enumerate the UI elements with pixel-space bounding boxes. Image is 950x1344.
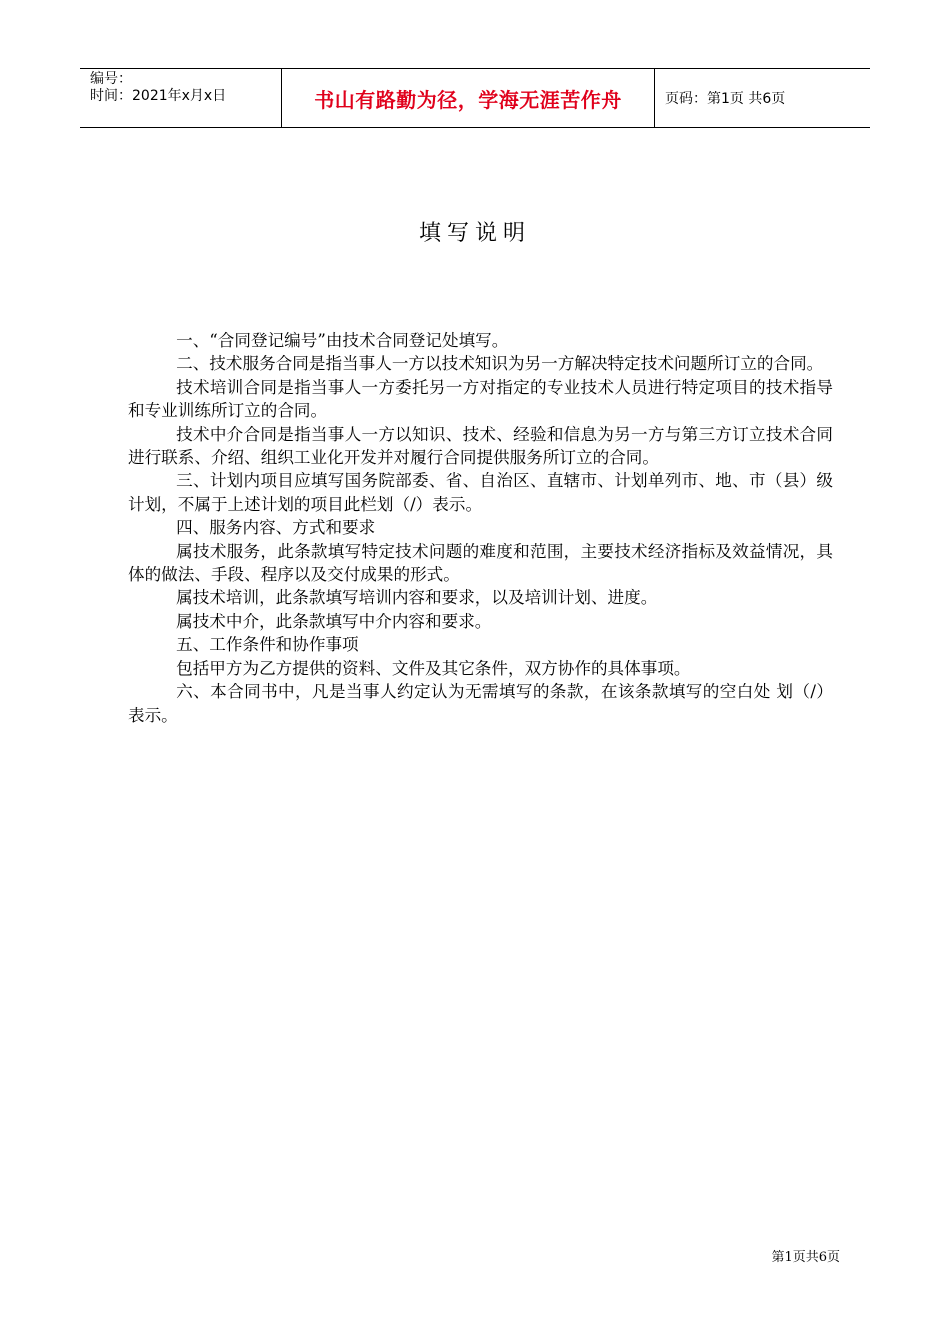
paragraph: 二、技术服务合同是指当事人一方以技术知识为另一方解决特定技术问题所订立的合同。 (176, 354, 824, 374)
document-header (80, 68, 870, 128)
paragraph: 五、工作条件和协作事项 (176, 635, 359, 655)
paragraph: 六、本合同书中，凡是当事人约定认为无需填写的条款，在该条款填写的空白处 划（/）表示。 (128, 682, 833, 725)
page-footer: 第1页共6页 (771, 1250, 840, 1265)
page-title: 填写说明 (418, 221, 531, 246)
header-page-info: 页码：第1页 共6页 (665, 91, 786, 107)
paragraph: 四、服务内容、方式和要求 (176, 518, 376, 538)
header-meta (80, 69, 282, 127)
paragraph: 一、“合同登记编号”由技术合同登记处填写。 (176, 331, 509, 350)
paragraph: 三、计划内项目应填写国务院部委、省、自治区、直辖市、计划单列市、地、市（县）级计划，不属于上述计划的项目此栏划（/）表示。 (128, 471, 833, 514)
document-number-label: 编号： (90, 71, 132, 87)
paragraph: 属技术服务，此条款填写特定技术问题的难度和范围，主要技术经济指标及效益情况，具体的做法、手段、程序以及交付成果的形式。 (128, 541, 833, 585)
instructions-body (128, 329, 833, 727)
paragraph: 属技术培训，此条款填写培训内容和要求，以及培训计划、进度。 (176, 588, 658, 608)
paragraph: 技术培训合同是指当事人一方委托另一方对指定的专业技术人员进行特定项目的技术指导和专业训练所订立的合同。 (128, 377, 833, 421)
header-motto: 书山有路勤为径，学海无涯苦作舟 (282, 69, 655, 127)
paragraph: 属技术中介，此条款填写中介内容和要求。 (176, 611, 492, 631)
paragraph: 技术中介合同是指当事人一方以知识、技术、经验和信息为另一方与第三方订立技术合同进行联系、介绍、组织工业化开发并对履行合同提供服务所订立的合同。 (128, 424, 833, 468)
paragraph: 包括甲方为乙方提供的资料、文件及其它条件，双方协作的具体事项。 (176, 658, 691, 678)
document-time-label: 时间：2021年x月x日 (90, 88, 227, 104)
